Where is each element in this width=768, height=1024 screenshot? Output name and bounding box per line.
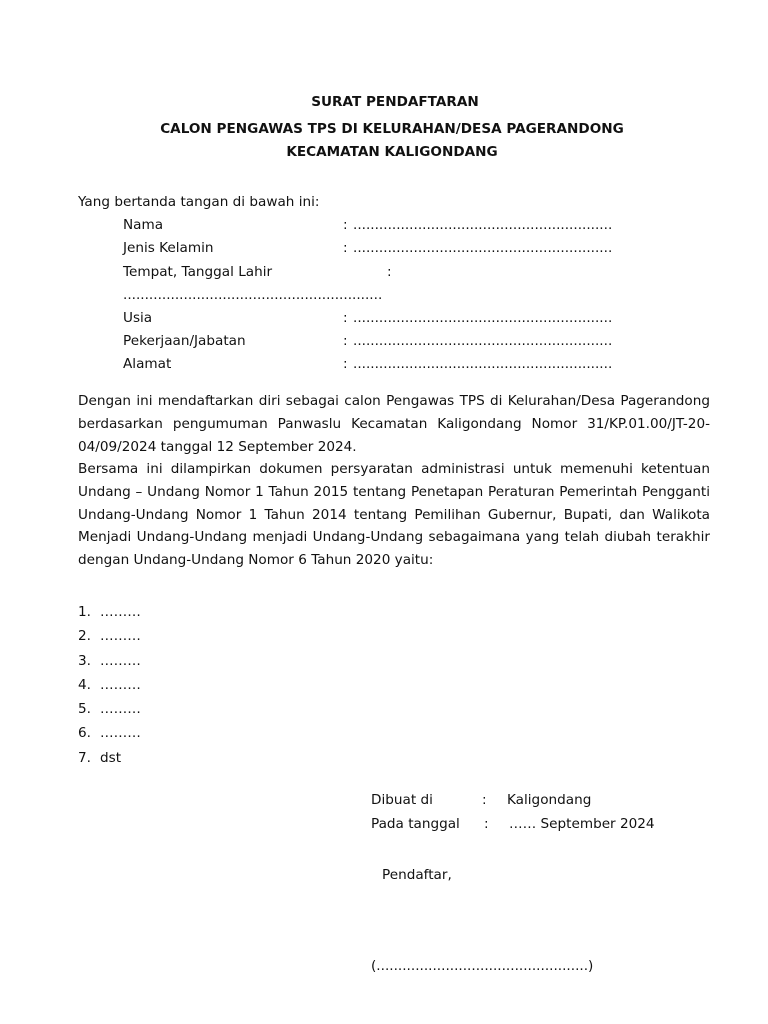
field-label: Usia [123, 310, 153, 326]
field-label: Nama [123, 217, 164, 233]
field-label: Alamat [123, 356, 172, 372]
requirements-list [78, 604, 141, 774]
field-colon: : [343, 333, 348, 349]
made-at-value: Kaligondang [507, 792, 592, 808]
list-item: 7. dst [78, 749, 122, 766]
field-blank: ............................................................ [353, 356, 613, 372]
list-item: 3. ……… [78, 652, 141, 669]
field-blank: ............................................................ [123, 287, 383, 303]
intro-text: Yang bertanda tangan di bawah ini: [78, 194, 320, 210]
field-blank: ............................................................ [353, 240, 613, 256]
field-colon: : [343, 240, 348, 256]
made-at-colon: : [482, 792, 487, 808]
list-item: 5. ……… [78, 701, 141, 718]
list-item: 2. ……… [78, 628, 141, 645]
document-subtitle-line2: KECAMATAN KALIGONDANG [286, 144, 498, 160]
field-blank: ............................................................ [353, 217, 613, 233]
registrant-label: Pendaftar, [382, 867, 452, 883]
field-colon: : [343, 217, 348, 233]
document-title: SURAT PENDAFTARAN [311, 94, 479, 110]
document-subtitle-line1: CALON PENGAWAS TPS DI KELURAHAN/DESA PAGERANDONG [160, 121, 624, 137]
attachment-paragraph: Bersama ini dilampirkan dokumen persyaratan administrasi untuk memenuhi ketentuan Undang – Undang Nomor 1 Tahun 2015 tentang Penetapan Peraturan Pemerintah Pengganti Undang-Undang Nomor 1 Tahun 2014 tentang Pemilihan Gubernur, Bupati, dan Walikota Menjadi Undang-Undang menjadi Undang-Undang sebagaimana yang telah diubah terakhir dengan Undang-Undang Nomor 6 Tahun 2020 yaitu: [78, 461, 710, 569]
field-label: Pekerjaan/Jabatan [123, 333, 246, 349]
field-colon: : [343, 356, 348, 372]
field-blank: ............................................................ [353, 310, 613, 326]
field-colon: : [387, 264, 392, 280]
field-colon: : [343, 310, 348, 326]
field-blank: ............................................................ [353, 333, 613, 349]
date-colon: : [484, 816, 489, 832]
signature-line: (.................................................) [371, 958, 594, 974]
date-label: Pada tanggal [371, 816, 460, 832]
date-value: …… September 2024 [509, 816, 655, 832]
registration-paragraph: Dengan ini mendaftarkan diri sebagai calon Pengawas TPS di Kelurahan/Desa Pagerandong berdasarkan pengumuman Panwaslu Kecamatan Kaligondang Nomor 31/KP.01.00/JT-20-04/09/2024 tanggal 12 September 2024. [78, 393, 710, 455]
list-item: 6. ……… [78, 725, 141, 742]
field-label: Tempat, Tanggal Lahir [123, 264, 273, 280]
field-label: Jenis Kelamin [123, 240, 214, 256]
list-item: 1. ……… [78, 604, 141, 620]
made-at-label: Dibuat di [371, 792, 433, 808]
list-item: 4. ……… [78, 676, 141, 693]
